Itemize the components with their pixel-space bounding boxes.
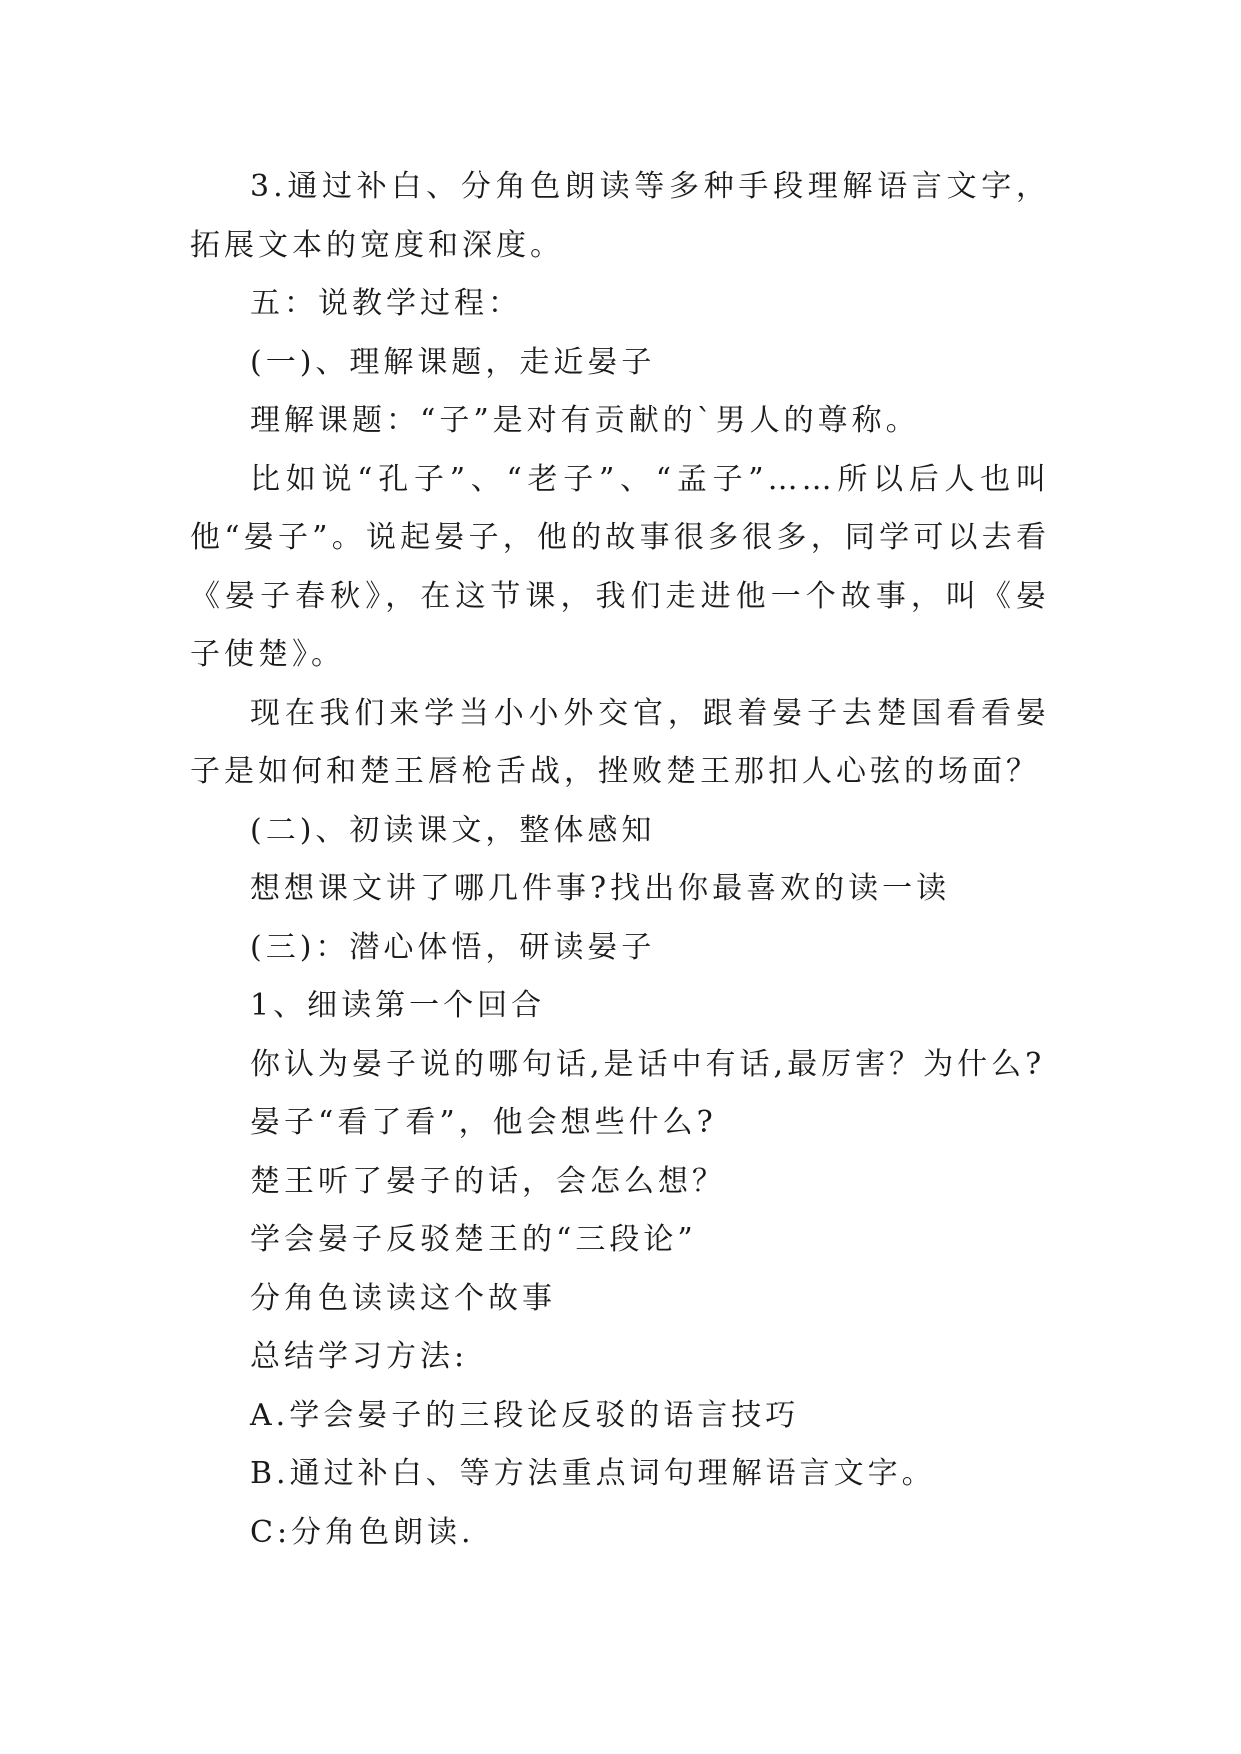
method-b: B.通过补白、等方法重点词句理解语言文字。 — [250, 1456, 936, 1491]
paragraph-title-meaning: 理解课题：“子”是对有贡献的`男人的尊称。 — [250, 403, 920, 438]
document-body — [190, 158, 1050, 1562]
heading-section-1: (一)、理解课题，走近晏子 — [250, 344, 656, 380]
paragraph-diplomat: 现在我们来学当小小外交官，跟着晏子去楚国看看晏子是如何和楚王唇枪舌战，挫败楚王那扣人心弦的场面？ — [190, 695, 1050, 789]
heading-teaching-process: 五：说教学过程： — [250, 286, 522, 321]
activity-role-reading: 分角色读读这个故事 — [250, 1280, 556, 1316]
heading-section-2: (二)、初读课文，整体感知 — [250, 812, 656, 848]
method-a: A.学会晏子的三段论反驳的语言技巧 — [250, 1397, 800, 1433]
heading-summary-methods: 总结学习方法: — [250, 1339, 469, 1374]
question-1: 你认为晏子说的哪句话,是话中有话,最厉害？为什么? — [250, 1046, 1046, 1082]
paragraph-think-events: 想想课文讲了哪几件事?找出你最喜欢的读一读 — [250, 871, 951, 906]
heading-section-3: (三)：潜心体悟，研读晏子 — [250, 929, 656, 965]
activity-three-part-argument: 学会晏子反驳楚王的“三段论” — [250, 1222, 697, 1257]
method-c: C:分角色朗读. — [250, 1514, 475, 1550]
question-2: 晏子“看了看”，他会想些什么? — [250, 1105, 717, 1140]
paragraph-examples: 比如说“孔子”、“老子”、“孟子”……所以后人也叫他“晏子”。说起晏子，他的故事很多很多，同学可以去看《晏子春秋》，在这节课，我们走进他一个故事，叫《晏子使楚》。 — [190, 461, 1050, 672]
heading-round-1: 1、细读第一个回合 — [250, 988, 546, 1023]
question-3: 楚王听了晏子的话，会怎么想？ — [250, 1163, 726, 1199]
paragraph-objective-3: 3.通过补白、分角色朗读等多种手段理解语言文字，拓展文本的宽度和深度。 — [190, 169, 1050, 263]
